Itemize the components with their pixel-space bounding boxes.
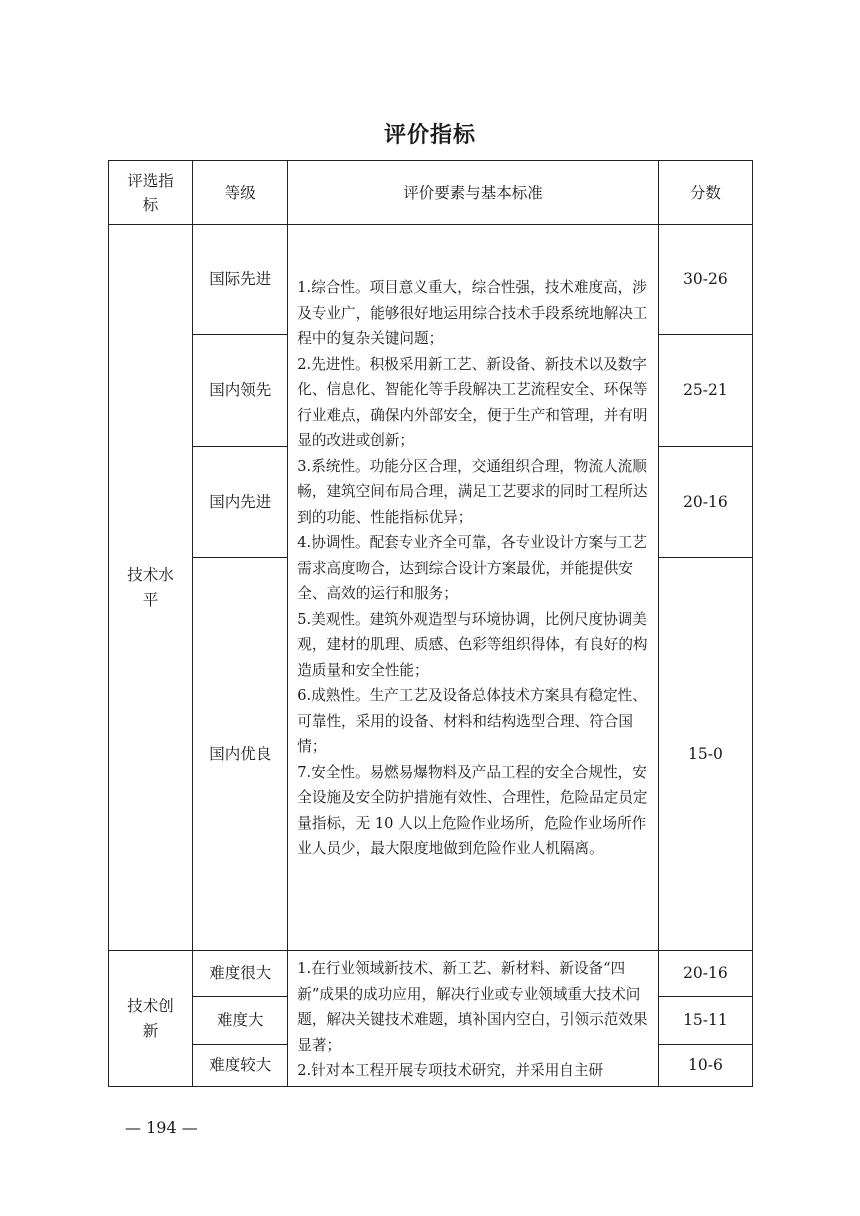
standard-item: 1.综合性。项目意义重大，综合性强，技术难度高，涉及专业广，能够很好地运用综合技术手段系统地解决工程中的复杂关键问题；: [297, 279, 648, 347]
grade-cell: 国内先进: [193, 447, 288, 558]
header-criterion: 评选指标: [109, 161, 193, 225]
grade-cell: 难度较大: [193, 1045, 288, 1087]
grade-cell: 国内优良: [193, 558, 288, 951]
table-row: [109, 225, 753, 335]
header-grade: 等级: [193, 161, 288, 225]
page-title: 评价指标: [383, 123, 476, 148]
criterion-tech-innovation: 技术创新: [109, 951, 193, 1087]
evaluation-table: [108, 160, 753, 1087]
standard-item: 3.系统性。功能分区合理，交通组织合理，物流人流顺畅，建筑空间布局合理，满足工艺要求的同时工程所达到的功能、性能指标优异；: [297, 457, 648, 526]
standard-item: 1.在行业领域新技术、新工艺、新材料、新设备“四新”成果的成功应用，解决行业或专业领域重大技术问题，解决关键技术难题，填补国内空白，引领示范效果显著；: [297, 960, 648, 1054]
page-number: — 194 —: [125, 1118, 198, 1137]
score-cell: 15-11: [658, 997, 752, 1045]
standard-item: 4.协调性。配套专业齐全可靠，各专业设计方案与工艺需求高度吻合，达到综合设计方案最优，并能提供安全、高效的运行和服务；: [297, 534, 647, 602]
score-cell: 30-26: [658, 225, 752, 335]
table-header-row: [109, 161, 753, 225]
standard-description: [288, 951, 659, 1087]
score-cell: 25-21: [658, 335, 752, 447]
standard-item: 7.安全性。易燃易爆物料及产品工程的安全合规性，安全设施及安全防护措施有效性、合理性，危险品定员定量指标，无 10 人以上危险作业场所，危险作业场所作业人员少，最大限度地做到危险作业人机隔离。: [297, 763, 648, 857]
score-cell: 20-16: [658, 447, 752, 558]
header-standard: 评价要素与基本标准: [288, 161, 659, 225]
header-score: 分数: [658, 161, 752, 225]
standard-description: [288, 225, 659, 951]
score-cell: 10-6: [658, 1045, 752, 1087]
grade-cell: 国际先进: [193, 225, 288, 335]
standard-item: 2.先进性。积极采用新工艺、新设备、新技术以及数字化、信息化、智能化等手段解决工艺流程安全、环保等行业难点，确保内外部安全，便于生产和管理，并有明显的改进或创新；: [297, 355, 648, 449]
grade-cell: 难度大: [193, 997, 288, 1045]
grade-cell: 国内领先: [193, 335, 288, 447]
standard-item: 2.针对本工程开展专项技术研究，并采用自主研: [297, 1062, 604, 1079]
table-row: [109, 951, 753, 997]
standard-item: 5.美观性。建筑外观造型与环境协调，比例尺度协调美观，建材的肌理、质感、色彩等组织得体，有良好的构造质量和安全性能；: [297, 610, 648, 679]
standard-item: 6.成熟性。生产工艺及设备总体技术方案具有稳定性、可靠性，采用的设备、材料和结构选型合理、符合国情；: [297, 687, 647, 755]
criterion-tech-level: 技术水平: [109, 225, 193, 951]
grade-cell: 难度很大: [193, 951, 288, 997]
score-cell: 15-0: [658, 558, 752, 951]
score-cell: 20-16: [658, 951, 752, 997]
